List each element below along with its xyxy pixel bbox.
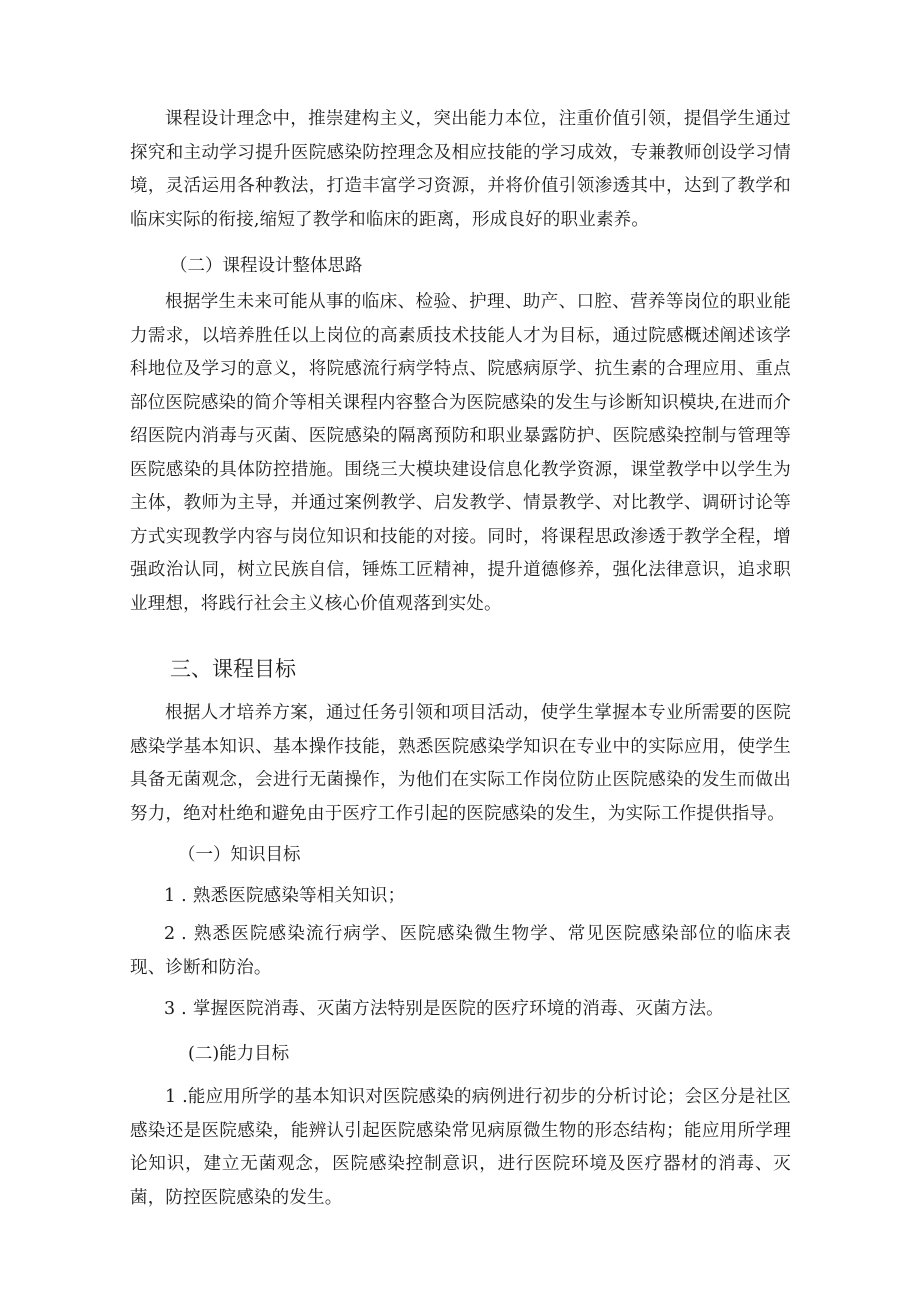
knowledge-item-2-number: 2 .: [164, 924, 187, 944]
knowledge-item-2: [130, 918, 791, 985]
knowledge-item-1-text: 熟悉医院感染等相关知识；: [192, 886, 406, 906]
paragraph-design-approach: 根据学生未来可能从事的临床、检验、护理、助产、口腔、营养等岗位的职业能力需求，以培养胜任以上岗位的高素质技术技能人才为目标，通过院感概述阐述该学科地位及学习的意义，将院感流行病学特点、院感病原学、抗生素的合理应用、重点部位医院感染的简介等相关课程内容整合为医院感染的发生与诊断知识模块,在进而介绍医院内消毒与灭菌、医院感染的隔离预防和职业暴露防护、医院感染控制与管理等医院感染的具体防控措施。围绕三大模块建设信息化教学资源，课堂教学中以学生为主体，教师为主导，并通过案例教学、启发教学、情景教学、对比教学、调研讨论等方式实现教学内容与岗位知识和技能的对接。同时，将课程思政渗透于教学全程，增强政治认同，树立民族自信，锤炼工匠精神，提升道德修养，强化法律意识，追求职业理想，将践行社会主义核心价值观落到实处。: [130, 292, 791, 614]
paragraph-design-concept: 课程设计理念中，推崇建构主义，突出能力本位，注重价值引领，提倡学生通过探究和主动学习提升医院感染防控理念及相应技能的学习成效，专兼教师创设学习情境，灵活运用各种教法，打造丰富学习资源，并将价值引领渗透其中，达到了教学和临床实际的衔接,缩短了教学和临床的距离，形成良好的职业素养。: [130, 109, 791, 230]
knowledge-item-1: [130, 880, 791, 914]
ability-item-1: 1 .能应用所学的基本知识对医院感染的病例进行初步的分析讨论；会区分是社区感染还是医院感染，能辨认引起医院感染常见病原微生物的形态结构；能应用所学理论知识，建立无菌观念，医院感染控制意识，进行医院环境及医疗器材的消毒、灭菌，防控医院感染的发生。: [130, 1087, 791, 1208]
heading-knowledge-goals: （一）知识目标: [178, 845, 301, 865]
heading-course-goals: 三、课程目标: [170, 657, 296, 681]
knowledge-item-3-number: 3 .: [164, 999, 187, 1019]
heading-ability-goals: (二)能力目标: [188, 1044, 290, 1064]
heading-design-approach: （二）课程设计整体思路: [170, 256, 363, 276]
paragraph-course-goals: 根据人才培养方案，通过任务引领和项目活动，使学生掌握本专业所需要的医院感染学基本知识、基本操作技能，熟悉医院感染学知识在专业中的实际应用，使学生具备无菌观念，会进行无菌操作，为他们在实际工作岗位防止医院感染的发生而做出努力，绝对杜绝和避免由于医疗工作引起的医院感染的发生，为实际工作提供指导。: [130, 703, 791, 824]
knowledge-item-2-text: 熟悉医院感染流行病学、医院感染微生物学、常见医院感染部位的临床表现、诊断和防治。: [130, 924, 791, 978]
knowledge-item-1-number: 1 .: [164, 886, 187, 906]
knowledge-item-3-text: 掌握医院消毒、灭菌方法特别是医院的医疗环境的消毒、灭菌方法。: [192, 999, 724, 1019]
knowledge-item-3: [130, 993, 791, 1027]
